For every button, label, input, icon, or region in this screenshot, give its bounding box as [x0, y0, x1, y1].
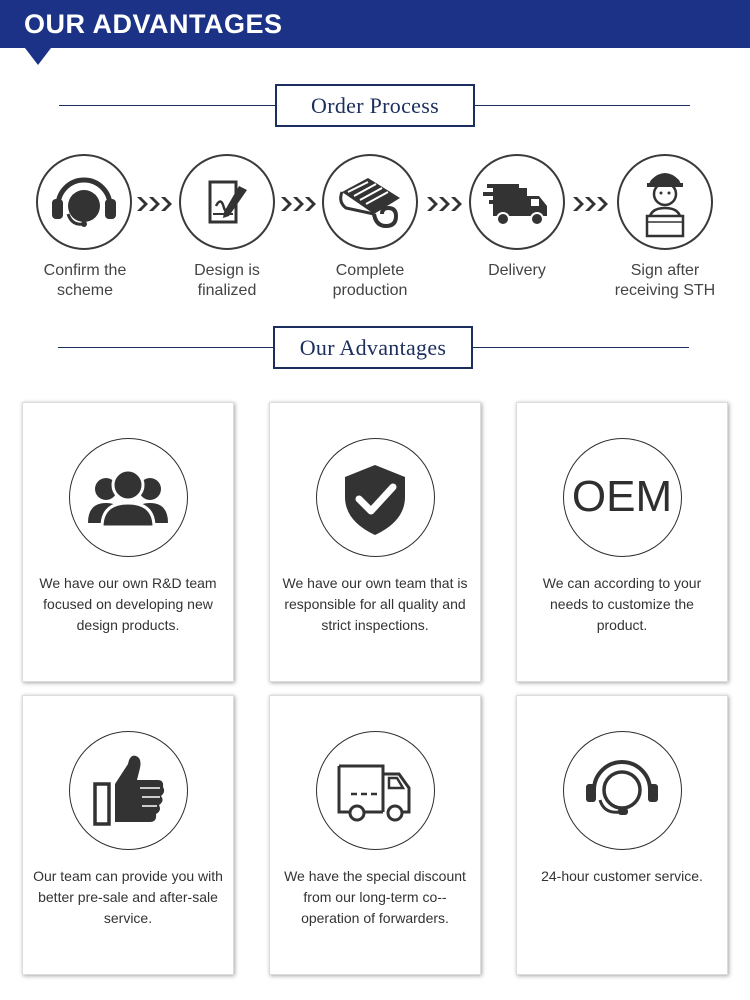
step-5-label: Sign after receiving STH	[614, 262, 716, 299]
card-5-text: We have the special discount from our long-term co--operation of forwarders.	[284, 868, 466, 926]
card-1-circle	[69, 438, 188, 557]
delivery-truck-icon	[471, 156, 563, 248]
thumbs-up-icon	[70, 732, 186, 848]
carpet-roll-icon	[324, 156, 416, 248]
order-section-header	[275, 84, 475, 127]
signing-document-icon	[181, 156, 273, 248]
step-2-circle	[179, 154, 275, 250]
card-6-text: 24-hour customer service.	[541, 868, 703, 884]
customer-service-icon	[564, 732, 680, 848]
banner-title: OUR ADVANTAGES	[24, 9, 283, 39]
card-1-text: We have our own R&D team focused on developing new design products.	[39, 575, 217, 633]
advantage-card-1	[22, 402, 234, 682]
card-6-circle	[563, 731, 682, 850]
card-4-circle	[69, 731, 188, 850]
step-3-circle	[322, 154, 418, 250]
step-4-circle	[469, 154, 565, 250]
advantages-section-title: Our Advantages	[299, 334, 447, 360]
team-people-icon	[70, 439, 186, 555]
advantages-section-header	[273, 326, 473, 369]
step-arrows-2	[280, 195, 318, 218]
order-section-title: Order Process	[311, 92, 439, 118]
step-4-label: Delivery	[488, 262, 546, 279]
courier-with-box-icon	[619, 156, 711, 248]
header-banner	[0, 0, 750, 48]
advantage-card-4	[22, 695, 234, 975]
card-3-text: We can according to your needs to customize the product.	[542, 575, 702, 633]
advantage-card-5	[269, 695, 481, 975]
step-5-circle	[617, 154, 713, 250]
card-4-text: Our team can provide you with better pre-sale and after-sale service.	[33, 868, 223, 926]
step-arrows-4	[572, 195, 610, 218]
step-1-circle	[36, 154, 132, 250]
headset-icon	[38, 156, 130, 248]
step-1-label: Confirm the scheme	[43, 262, 127, 299]
advantage-card-2	[269, 402, 481, 682]
step-arrows-1	[136, 195, 174, 218]
card-5-circle	[316, 731, 435, 850]
step-2-label: Design is finalized	[194, 262, 260, 299]
step-3-label: Complete production	[332, 262, 408, 299]
banner-notch	[25, 48, 51, 65]
truck-outline-icon	[317, 732, 433, 848]
card-2-text: We have our own team that is responsible for all quality and strict inspections.	[282, 575, 468, 633]
card-3-circle	[563, 438, 682, 557]
step-arrows-3	[426, 195, 464, 218]
card-2-circle	[316, 438, 435, 557]
advantage-card-6	[516, 695, 728, 975]
advantage-card-3	[516, 402, 728, 682]
oem-icon: OEM	[571, 472, 673, 521]
shield-check-icon	[317, 439, 433, 555]
